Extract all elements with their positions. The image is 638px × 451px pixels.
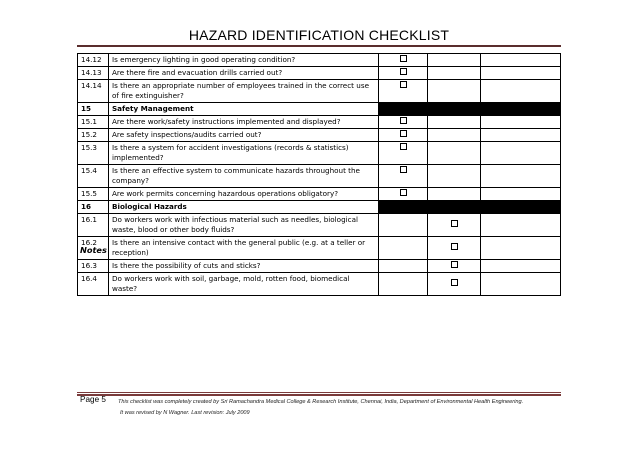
answer-cell-2	[428, 54, 481, 67]
footer-rule	[77, 392, 561, 393]
checkbox[interactable]	[400, 117, 407, 124]
question-text: Is there the possibility of cuts and sticks?	[109, 260, 379, 273]
page-number: Page 5	[80, 395, 106, 404]
checkbox[interactable]	[400, 130, 407, 137]
notes-heading: Notes	[80, 245, 107, 255]
answer-cell-1	[379, 165, 428, 188]
answer-cell-2	[428, 80, 481, 103]
answer-cell-1	[379, 80, 428, 103]
table-row	[78, 54, 561, 67]
comment-cell	[481, 273, 561, 296]
checkbox[interactable]	[400, 81, 407, 88]
item-number: 16.2	[78, 237, 109, 260]
item-number: 14.12	[78, 54, 109, 67]
table-row	[78, 142, 561, 165]
question-text: Are there work/safety instructions implemented and displayed?	[109, 116, 379, 129]
item-number: 15.5	[78, 188, 109, 201]
answer-cell-1	[379, 67, 428, 80]
item-number: 15.2	[78, 129, 109, 142]
table-row	[78, 260, 561, 273]
item-number: 14.14	[78, 80, 109, 103]
answer-cell-1	[379, 103, 428, 116]
item-number: 15.4	[78, 165, 109, 188]
section-row	[78, 103, 561, 116]
answer-cell-2	[428, 103, 481, 116]
comment-cell	[481, 129, 561, 142]
answer-cell-1	[379, 142, 428, 165]
footer-credits	[118, 397, 558, 419]
section-title: Safety Management	[109, 103, 379, 116]
table-row	[78, 237, 561, 260]
table-row	[78, 188, 561, 201]
comment-cell	[481, 201, 561, 214]
checkbox[interactable]	[451, 261, 458, 268]
answer-cell-2	[428, 237, 481, 260]
checkbox[interactable]	[451, 279, 458, 286]
answer-cell-2	[428, 142, 481, 165]
comment-cell	[481, 214, 561, 237]
item-number: 15.1	[78, 116, 109, 129]
answer-cell-2	[428, 214, 481, 237]
question-text: Do workers work with soil, garbage, mold, rotten food, biomedical waste?	[109, 273, 379, 296]
answer-cell-1	[379, 201, 428, 214]
checklist-table	[77, 53, 561, 296]
answer-cell-2	[428, 260, 481, 273]
question-text: Is there an intensive contact with the general public (e.g. at a teller or reception)	[109, 237, 379, 260]
table-row	[78, 214, 561, 237]
item-number: 16.3	[78, 260, 109, 273]
comment-cell	[481, 54, 561, 67]
item-number: 16.1	[78, 214, 109, 237]
answer-cell-2	[428, 273, 481, 296]
item-number: 16.4	[78, 273, 109, 296]
comment-cell	[481, 142, 561, 165]
checkbox[interactable]	[451, 220, 458, 227]
comment-cell	[481, 116, 561, 129]
question-text: Do workers work with infectious material such as needles, biological waste, blood or other body fluids?	[109, 214, 379, 237]
answer-cell-2	[428, 201, 481, 214]
answer-cell-2	[428, 188, 481, 201]
title-rule	[77, 45, 561, 47]
answer-cell-1	[379, 214, 428, 237]
table-row	[78, 67, 561, 80]
checkbox[interactable]	[451, 243, 458, 250]
checkbox[interactable]	[400, 68, 407, 75]
item-number: 15	[78, 103, 109, 116]
question-text: Is emergency lighting in good operating condition?	[109, 54, 379, 67]
comment-cell	[481, 103, 561, 116]
question-text: Are work permits concerning hazardous operations obligatory?	[109, 188, 379, 201]
checkbox[interactable]	[400, 189, 407, 196]
section-title: Biological Hazards	[109, 201, 379, 214]
answer-cell-1	[379, 54, 428, 67]
question-text: Are safety inspections/audits carried out?	[109, 129, 379, 142]
item-number: 14.13	[78, 67, 109, 80]
item-number: 16	[78, 201, 109, 214]
item-number: 15.3	[78, 142, 109, 165]
checkbox[interactable]	[400, 143, 407, 150]
question-text: Is there an appropriate number of employees trained in the correct use of fire extinguisher?	[109, 80, 379, 103]
comment-cell	[481, 260, 561, 273]
comment-cell	[481, 80, 561, 103]
footer-rule-thick	[77, 394, 561, 396]
comment-cell	[481, 188, 561, 201]
answer-cell-2	[428, 129, 481, 142]
comment-cell	[481, 67, 561, 80]
table-row	[78, 129, 561, 142]
answer-cell-1	[379, 260, 428, 273]
section-row	[78, 201, 561, 214]
document-title: HAZARD IDENTIFICATION CHECKLIST	[188, 27, 450, 43]
answer-cell-1	[379, 188, 428, 201]
table-row	[78, 116, 561, 129]
answer-cell-1	[379, 237, 428, 260]
checkbox[interactable]	[400, 166, 407, 173]
footer-line-1: This checklist was completely created by Sri Ramachandra Medical College & Research Institute, Chennai, India, Department of Environmental Health Engineering.	[118, 399, 524, 405]
answer-cell-2	[428, 116, 481, 129]
question-text: Is there an effective system to communicate hazards throughout the company?	[109, 165, 379, 188]
table-row	[78, 165, 561, 188]
question-text: Is there a system for accident investigations (records & statistics) implemented?	[109, 142, 379, 165]
comment-cell	[481, 165, 561, 188]
answer-cell-1	[379, 116, 428, 129]
answer-cell-2	[428, 165, 481, 188]
comment-cell	[481, 237, 561, 260]
table-row	[78, 273, 561, 296]
checkbox[interactable]	[400, 55, 407, 62]
answer-cell-1	[379, 273, 428, 296]
footer-line-2: It was revised by N Wagner. Last revision: July 2009	[120, 410, 250, 416]
answer-cell-2	[428, 67, 481, 80]
answer-cell-1	[379, 129, 428, 142]
table-row	[78, 80, 561, 103]
question-text: Are there fire and evacuation drills carried out?	[109, 67, 379, 80]
